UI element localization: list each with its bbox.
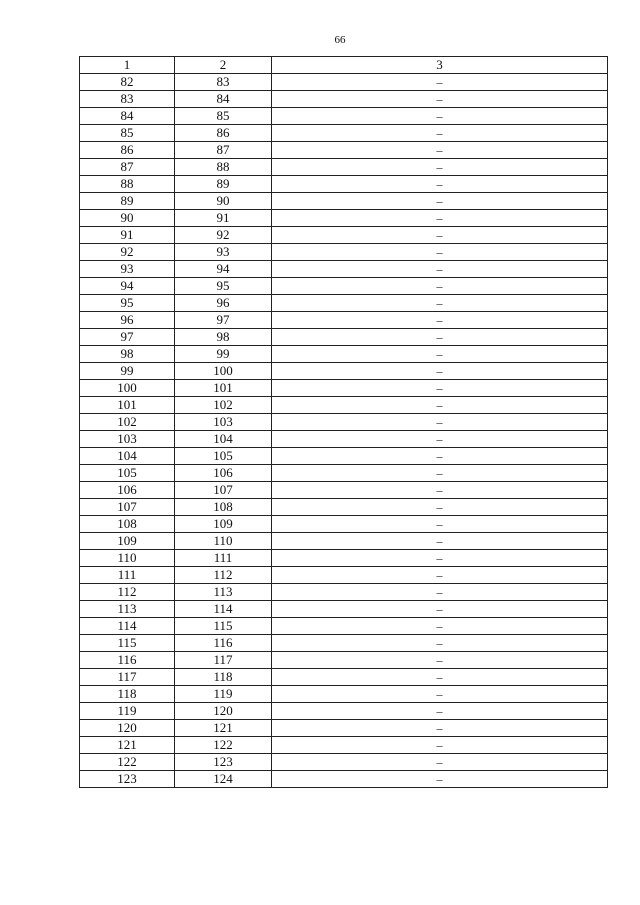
- table-cell-col-2: 93: [175, 244, 272, 261]
- table-cell-col-2: 101: [175, 380, 272, 397]
- table-cell-col-2: 97: [175, 312, 272, 329]
- table-cell-col-3: –: [272, 312, 608, 329]
- table-cell-col-1: 98: [80, 346, 175, 363]
- table-row: [80, 261, 608, 278]
- table-cell-col-3: –: [272, 737, 608, 754]
- table-cell-col-3: –: [272, 686, 608, 703]
- table-cell-col-1: 84: [80, 108, 175, 125]
- header-cell-col-2: 2: [175, 57, 272, 74]
- table-cell-col-1: 116: [80, 652, 175, 669]
- table-row: [80, 142, 608, 159]
- table-cell-col-3: –: [272, 295, 608, 312]
- table-cell-col-1: 90: [80, 210, 175, 227]
- table-cell-col-2: 115: [175, 618, 272, 635]
- table-cell-col-3: –: [272, 652, 608, 669]
- table-row: [80, 669, 608, 686]
- table-row: [80, 533, 608, 550]
- table-body: [80, 57, 608, 788]
- table-cell-col-1: 85: [80, 125, 175, 142]
- table-cell-col-2: 100: [175, 363, 272, 380]
- table-cell-col-2: 104: [175, 431, 272, 448]
- table-cell-col-1: 102: [80, 414, 175, 431]
- table-cell-col-1: 94: [80, 278, 175, 295]
- table-cell-col-3: –: [272, 584, 608, 601]
- table-cell-col-1: 121: [80, 737, 175, 754]
- table-row: [80, 108, 608, 125]
- table-cell-col-2: 103: [175, 414, 272, 431]
- table-cell-col-3: –: [272, 431, 608, 448]
- table-cell-col-3: –: [272, 74, 608, 91]
- table-cell-col-1: 114: [80, 618, 175, 635]
- table-row: [80, 720, 608, 737]
- table-row: [80, 771, 608, 788]
- table-cell-col-1: 104: [80, 448, 175, 465]
- table-row: [80, 74, 608, 91]
- table-cell-col-1: 101: [80, 397, 175, 414]
- table-row: [80, 737, 608, 754]
- table-row: [80, 380, 608, 397]
- table-row: [80, 618, 608, 635]
- table-cell-col-1: 96: [80, 312, 175, 329]
- table-row: [80, 550, 608, 567]
- table-cell-col-1: 122: [80, 754, 175, 771]
- table-cell-col-1: 123: [80, 771, 175, 788]
- table-cell-col-2: 88: [175, 159, 272, 176]
- table-cell-col-2: 108: [175, 499, 272, 516]
- table-cell-col-2: 123: [175, 754, 272, 771]
- table-cell-col-1: 89: [80, 193, 175, 210]
- table-row: [80, 244, 608, 261]
- table-row: [80, 567, 608, 584]
- table-cell-col-3: –: [272, 482, 608, 499]
- table-cell-col-1: 113: [80, 601, 175, 618]
- table-cell-col-1: 91: [80, 227, 175, 244]
- table-cell-col-3: –: [272, 380, 608, 397]
- table-row: [80, 278, 608, 295]
- table-row: [80, 91, 608, 108]
- table-cell-col-3: –: [272, 533, 608, 550]
- table-row: [80, 159, 608, 176]
- table-cell-col-2: 91: [175, 210, 272, 227]
- table-row: [80, 295, 608, 312]
- table-cell-col-3: –: [272, 176, 608, 193]
- table-cell-col-2: 99: [175, 346, 272, 363]
- table-cell-col-3: –: [272, 397, 608, 414]
- table-cell-col-3: –: [272, 703, 608, 720]
- table-cell-col-3: –: [272, 261, 608, 278]
- header-cell-col-3: 3: [272, 57, 608, 74]
- table-cell-col-3: –: [272, 91, 608, 108]
- table-row: [80, 584, 608, 601]
- table-cell-col-3: –: [272, 771, 608, 788]
- table-cell-col-2: 120: [175, 703, 272, 720]
- table-cell-col-2: 121: [175, 720, 272, 737]
- table-cell-col-1: 120: [80, 720, 175, 737]
- data-table: [79, 56, 608, 788]
- table-cell-col-3: –: [272, 499, 608, 516]
- table-cell-col-2: 106: [175, 465, 272, 482]
- table-cell-col-2: 112: [175, 567, 272, 584]
- table-row: [80, 210, 608, 227]
- table-cell-col-3: –: [272, 142, 608, 159]
- table-cell-col-2: 89: [175, 176, 272, 193]
- page-number: 66: [334, 34, 346, 46]
- table-cell-col-3: –: [272, 669, 608, 686]
- table-cell-col-3: –: [272, 414, 608, 431]
- table-cell-col-3: –: [272, 210, 608, 227]
- table-cell-col-2: 90: [175, 193, 272, 210]
- table-cell-col-2: 110: [175, 533, 272, 550]
- table-cell-col-1: 82: [80, 74, 175, 91]
- table-cell-col-2: 114: [175, 601, 272, 618]
- table-cell-col-3: –: [272, 329, 608, 346]
- table-cell-col-2: 102: [175, 397, 272, 414]
- table-cell-col-3: –: [272, 159, 608, 176]
- table-cell-col-2: 122: [175, 737, 272, 754]
- table-cell-col-1: 103: [80, 431, 175, 448]
- table-cell-col-2: 86: [175, 125, 272, 142]
- table-cell-col-3: –: [272, 448, 608, 465]
- table-row: [80, 227, 608, 244]
- table-cell-col-3: –: [272, 618, 608, 635]
- table-cell-col-1: 105: [80, 465, 175, 482]
- table-row: [80, 363, 608, 380]
- table-cell-col-1: 106: [80, 482, 175, 499]
- table-cell-col-1: 110: [80, 550, 175, 567]
- table-cell-col-1: 115: [80, 635, 175, 652]
- table-cell-col-1: 100: [80, 380, 175, 397]
- table-cell-col-2: 84: [175, 91, 272, 108]
- table-row: [80, 499, 608, 516]
- table-cell-col-2: 94: [175, 261, 272, 278]
- table-cell-col-3: –: [272, 227, 608, 244]
- table-cell-col-2: 116: [175, 635, 272, 652]
- table-header-row: [80, 57, 608, 74]
- table-cell-col-3: –: [272, 567, 608, 584]
- table-cell-col-1: 95: [80, 295, 175, 312]
- table-cell-col-2: 109: [175, 516, 272, 533]
- table-cell-col-2: 96: [175, 295, 272, 312]
- table-cell-col-1: 88: [80, 176, 175, 193]
- table-cell-col-3: –: [272, 278, 608, 295]
- table-row: [80, 176, 608, 193]
- table-row: [80, 193, 608, 210]
- table-cell-col-2: 117: [175, 652, 272, 669]
- table-row: [80, 312, 608, 329]
- table-row: [80, 346, 608, 363]
- data-table-container: [79, 56, 607, 788]
- table-cell-col-2: 113: [175, 584, 272, 601]
- table-cell-col-3: –: [272, 346, 608, 363]
- table-cell-col-3: –: [272, 193, 608, 210]
- table-cell-col-1: 92: [80, 244, 175, 261]
- table-row: [80, 686, 608, 703]
- table-cell-col-1: 117: [80, 669, 175, 686]
- table-row: [80, 125, 608, 142]
- table-cell-col-3: –: [272, 465, 608, 482]
- table-row: [80, 516, 608, 533]
- table-row: [80, 397, 608, 414]
- table-cell-col-2: 83: [175, 74, 272, 91]
- table-cell-col-3: –: [272, 244, 608, 261]
- table-cell-col-2: 124: [175, 771, 272, 788]
- header-cell-col-1: 1: [80, 57, 175, 74]
- table-row: [80, 448, 608, 465]
- table-cell-col-1: 87: [80, 159, 175, 176]
- table-cell-col-2: 111: [175, 550, 272, 567]
- table-row: [80, 482, 608, 499]
- table-cell-col-2: 92: [175, 227, 272, 244]
- table-row: [80, 652, 608, 669]
- table-cell-col-3: –: [272, 125, 608, 142]
- table-row: [80, 329, 608, 346]
- table-cell-col-3: –: [272, 754, 608, 771]
- table-cell-col-2: 105: [175, 448, 272, 465]
- table-cell-col-2: 118: [175, 669, 272, 686]
- table-cell-col-1: 93: [80, 261, 175, 278]
- table-cell-col-1: 99: [80, 363, 175, 380]
- table-cell-col-2: 107: [175, 482, 272, 499]
- table-cell-col-1: 97: [80, 329, 175, 346]
- table-row: [80, 601, 608, 618]
- table-row: [80, 414, 608, 431]
- table-cell-col-1: 112: [80, 584, 175, 601]
- table-cell-col-1: 111: [80, 567, 175, 584]
- table-cell-col-1: 119: [80, 703, 175, 720]
- table-cell-col-3: –: [272, 108, 608, 125]
- table-row: [80, 431, 608, 448]
- table-cell-col-1: 83: [80, 91, 175, 108]
- table-cell-col-3: –: [272, 601, 608, 618]
- table-cell-col-1: 118: [80, 686, 175, 703]
- table-cell-col-2: 95: [175, 278, 272, 295]
- table-cell-col-2: 87: [175, 142, 272, 159]
- table-row: [80, 635, 608, 652]
- table-row: [80, 754, 608, 771]
- table-cell-col-3: –: [272, 635, 608, 652]
- table-cell-col-2: 119: [175, 686, 272, 703]
- table-cell-col-3: –: [272, 720, 608, 737]
- table-cell-col-3: –: [272, 550, 608, 567]
- table-row: [80, 703, 608, 720]
- table-cell-col-1: 86: [80, 142, 175, 159]
- table-cell-col-3: –: [272, 516, 608, 533]
- table-row: [80, 465, 608, 482]
- table-cell-col-2: 85: [175, 108, 272, 125]
- table-cell-col-1: 108: [80, 516, 175, 533]
- table-cell-col-1: 107: [80, 499, 175, 516]
- table-cell-col-2: 98: [175, 329, 272, 346]
- table-cell-col-1: 109: [80, 533, 175, 550]
- table-cell-col-3: –: [272, 363, 608, 380]
